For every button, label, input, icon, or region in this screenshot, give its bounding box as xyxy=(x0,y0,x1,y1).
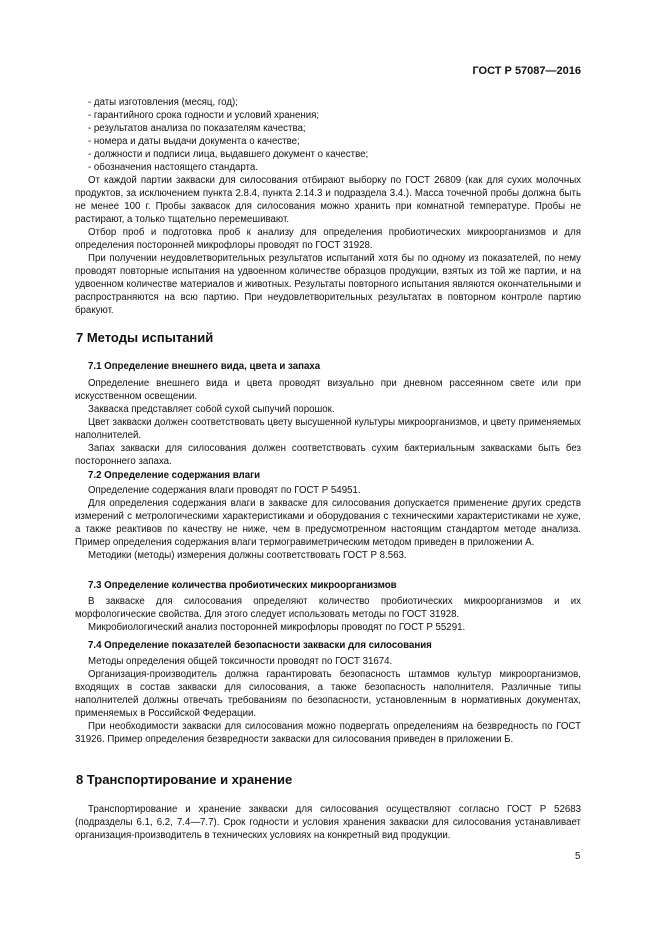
paragraph: От каждой партии закваски для силосования отбирают выборку по ГОСТ 26809 (как для сухих молочных продуктов, за исключением пункта 2.8.4, пункта 2.14.3 и подраздела 3.4.). Масса точечной пробы должна быть не менее 100 г. Пробы заквасок для силосования можно хранить при комнатной температуре. Пробы не растирают, а только тщательно перемешивают. xyxy=(75,175,581,225)
paragraph: Определение содержания влаги проводят по ГОСТ Р 54951. xyxy=(88,485,361,496)
paragraph: Микробиологический анализ посторонней микрофлоры проводят по ГОСТ Р 55291. xyxy=(88,622,466,633)
paragraph: При получении неудовлетворительных результатов испытаний хотя бы по одному из показателей, по нему проводят повторные испытания на удвоенном количестве образцов продукции, взятых из той же партии, и на удвоенном количестве материалов и животных. Результаты повторного испытания являются окончательными и распространяются на всю партию. При неудовлетворительных результатах в повторном контроле партию бракуют. xyxy=(75,253,581,316)
paragraph: При необходимости закваски для силосования можно подвергать определениям на безвредность по ГОСТ 31926. Пример определения безвредности закваски для силосования приведен в приложении Б. xyxy=(75,721,581,745)
section-7-2-title: 7.2 Определение содержания влаги xyxy=(88,470,261,481)
page-number: 5 xyxy=(575,851,581,862)
paragraph: Отбор проб и подготовка проб к анализу для определения пробиотических микроорганизмов и для определения посторонней микрофлоры проводят по ГОСТ 31928. xyxy=(75,227,581,251)
section-7-title: 7 Методы испытаний xyxy=(76,330,214,345)
paragraph: Определение внешнего вида и цвета проводят визуально при дневном рассеянном свете или при искусственном освещении. xyxy=(75,378,581,402)
section-7-4-body xyxy=(75,655,581,746)
paragraph: Цвет закваски должен соответствовать цвету высушенной культуры микроорганизмов, и цвету применяемых наполнителей. xyxy=(75,417,581,441)
section-7-1-body xyxy=(75,377,581,468)
paragraph: Закваска представляет собой сухой сыпучий порошок. xyxy=(88,404,335,415)
paragraph: Методики (методы) измерения должны соответствовать ГОСТ Р 8.563. xyxy=(88,550,407,561)
list-item: - гарантийного срока годности и условий хранения; xyxy=(75,109,581,122)
section-7-1-title: 7.1 Определение внешнего вида, цвета и запаха xyxy=(88,361,321,372)
paragraph: Запах закваски для силосования должен соответствовать сухим бактериальным заквасками быть без постороннего запаха. xyxy=(75,443,581,467)
section-8-body xyxy=(75,803,581,842)
section-7-4-title: 7.4 Определение показателей безопасности закваски для силосования xyxy=(88,640,432,651)
section-7-3-title: 7.3 Определение количества пробиотических микроорганизмов xyxy=(88,580,397,591)
paragraph: В закваске для силосования определяют количество пробиотических микроорганизмов и их морфологические свойства. Для этого следует использовать методы по ГОСТ 31928. xyxy=(75,596,581,620)
list-item: - даты изготовления (месяц, год); xyxy=(75,96,581,109)
paragraph: Методы определения общей токсичности проводят по ГОСТ 31674. xyxy=(88,656,393,667)
paragraph: Для определения содержания влаги в закваске для силосования допускается применение других средств измерений с метрологическими характеристиками и оборудования с техническими характеристиками не хуже, а также реактивов по качеству не ниже, чем в предусмотренном настоящим стандартом методе анализа. Пример определения содержания влаги термогравиметрическим методом приведен в приложении А. xyxy=(75,498,581,548)
list-item: - должности и подписи лица, выдавшего документ о качестве; xyxy=(75,148,581,161)
list-item: - обозначения настоящего стандарта. xyxy=(75,161,581,174)
requirements-list xyxy=(75,96,581,317)
paragraph: Транспортирование и хранение закваски для силосования осуществляют согласно ГОСТ Р 52683 (подразделы 6.1, 6.2, 7.4—7.7). Срок годности и условия хранения закваски для силосования устанавливает организация-производитель в технических условиях на конкретный вид продукции. xyxy=(75,804,581,841)
list-item: - результатов анализа по показателям качества; xyxy=(75,122,581,135)
section-7-3-body xyxy=(75,595,581,634)
list-item: - номера и даты выдачи документа о качестве; xyxy=(75,135,581,148)
paragraph: Организация-производитель должна гарантировать безопасность штаммов культур микроорганизмов, входящих в состав закваски для силосования, а также безопасность наполнителя. Различные типы наполнителей должны отвечать требованиям по безопасности, установленным в нормативных документах, применяемых в Российской Федерации. xyxy=(75,669,581,719)
section-7-2-body xyxy=(75,484,581,562)
section-8-title: 8 Транспортирование и хранение xyxy=(76,772,293,787)
document-header: ГОСТ Р 57087—2016 xyxy=(472,65,581,77)
